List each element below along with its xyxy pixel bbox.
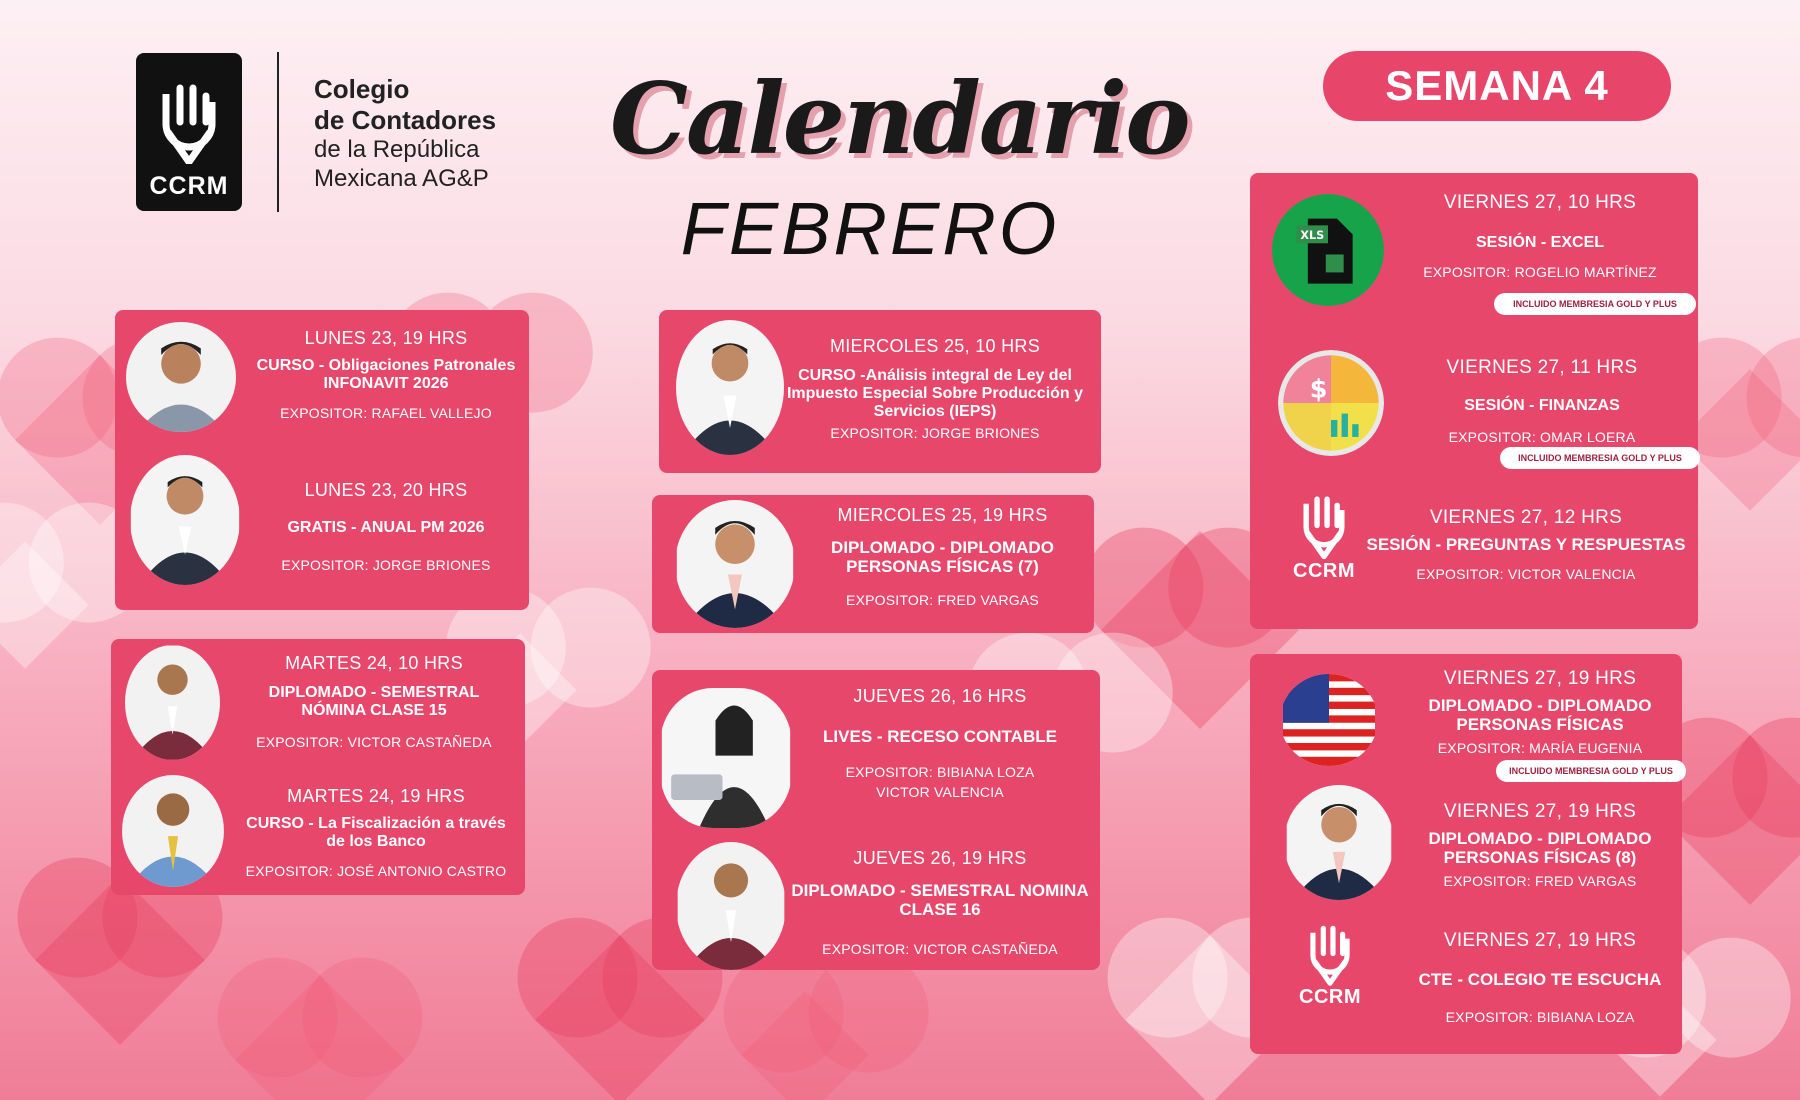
person-avatar-icon bbox=[660, 688, 792, 828]
event-friday-19-c bbox=[1390, 930, 1690, 1025]
event-title: SESIÓN - FINANZAS bbox=[1464, 397, 1620, 414]
event-speaker: EXPOSITOR: VICTOR CASTAÑEDA bbox=[822, 941, 1058, 958]
event-title: CURSO - La Fiscalización a través de los Banco bbox=[246, 815, 506, 850]
membership-badge: INCLUIDO MEMBRESIA GOLD Y PLUS bbox=[1500, 447, 1700, 469]
event-tuesday-19 bbox=[235, 786, 517, 879]
event-friday-19-b bbox=[1390, 801, 1690, 889]
org-line-3: de la República bbox=[314, 136, 480, 164]
event-datetime: VIERNES 27, 19 HRS bbox=[1443, 930, 1637, 951]
usa-flag-icon bbox=[1280, 674, 1378, 766]
event-speaker: EXPOSITOR: FRED VARGAS bbox=[1443, 873, 1637, 890]
event-datetime: VIERNES 27, 19 HRS bbox=[1443, 801, 1637, 822]
event-datetime: MIERCOLES 25, 10 HRS bbox=[829, 336, 1041, 356]
event-speaker: EXPOSITOR: VICTOR VALENCIA bbox=[1416, 566, 1636, 583]
excel-icon bbox=[1272, 194, 1384, 306]
event-title: DIPLOMADO - SEMESTRAL NOMINA CLASE 16 bbox=[791, 881, 1089, 920]
ccrm-mini-logo bbox=[1282, 494, 1366, 583]
page-subtitle: FEBRERO bbox=[680, 187, 1060, 270]
event-speaker: EXPOSITOR: JORGE BRIONES bbox=[281, 556, 491, 573]
ccrm-logo bbox=[136, 53, 242, 211]
page-title: Calendario bbox=[610, 62, 1189, 177]
event-datetime: MARTES 24, 19 HRS bbox=[287, 786, 465, 806]
person-avatar-icon bbox=[1284, 785, 1394, 900]
event-datetime: VIERNES 27, 10 HRS bbox=[1443, 192, 1637, 213]
event-friday-19-a bbox=[1390, 668, 1690, 756]
event-speaker: EXPOSITOR: ROGELIO MARTÍNEZ bbox=[1423, 263, 1657, 280]
event-speaker: EXPOSITOR: JOSÉ ANTONIO CASTRO bbox=[245, 862, 507, 879]
logo-abbreviation: CCRM bbox=[149, 172, 229, 200]
person-avatar-icon bbox=[122, 775, 224, 887]
event-title: CTE - COLEGIO TE ESCUCHA bbox=[1418, 970, 1662, 989]
event-datetime: JUEVES 26, 16 HRS bbox=[853, 686, 1027, 706]
ccrm-mini-logo bbox=[1288, 924, 1372, 1009]
person-avatar-icon bbox=[130, 455, 240, 585]
ccrm-logo-icon bbox=[158, 84, 220, 164]
event-friday-12 bbox=[1358, 507, 1694, 582]
ccrm-logo-icon bbox=[1307, 924, 1353, 986]
event-friday-10 bbox=[1390, 192, 1690, 280]
membership-badge: INCLUIDO MEMBRESIA GOLD Y PLUS bbox=[1494, 293, 1696, 315]
event-datetime: JUEVES 26, 19 HRS bbox=[853, 848, 1027, 868]
event-title: SESIÓN - PREGUNTAS Y RESPUESTAS bbox=[1366, 535, 1686, 554]
event-speaker: EXPOSITOR: JORGE BRIONES bbox=[830, 424, 1040, 441]
event-datetime: LUNES 23, 19 HRS bbox=[304, 328, 468, 348]
event-wednesday-10 bbox=[780, 336, 1090, 441]
event-wednesday-19 bbox=[800, 505, 1085, 608]
org-line-1: Colegio bbox=[314, 74, 410, 104]
event-datetime: VIERNES 27, 19 HRS bbox=[1443, 668, 1637, 689]
event-speaker: EXPOSITOR: VICTOR CASTAÑEDA bbox=[256, 733, 492, 750]
logo-divider bbox=[277, 52, 279, 212]
person-avatar-icon bbox=[676, 842, 786, 970]
excel-label: XLS bbox=[1300, 228, 1325, 242]
week-badge: SEMANA 4 bbox=[1323, 51, 1671, 121]
event-title: SESIÓN - EXCEL bbox=[1475, 234, 1605, 251]
event-speaker: EXPOSITOR: OMAR LOERA bbox=[1448, 428, 1636, 445]
organization-name bbox=[314, 74, 496, 194]
org-line-4: Mexicana AG&P bbox=[314, 165, 489, 193]
finance-icon bbox=[1278, 350, 1384, 456]
org-line-2: de Contadores bbox=[314, 105, 497, 136]
event-speaker: EXPOSITOR: BIBIANA LOZA bbox=[1445, 1009, 1635, 1026]
event-speaker: EXPOSITOR: MARÍA EUGENIA bbox=[1437, 740, 1643, 757]
event-monday-19 bbox=[248, 328, 524, 421]
event-friday-11 bbox=[1392, 357, 1692, 445]
event-title: DIPLOMADO - DIPLOMADO PERSONAS FÍSICAS bbox=[1428, 696, 1652, 735]
finance-label: $ bbox=[1309, 373, 1328, 404]
event-thursday-19 bbox=[790, 848, 1090, 957]
event-datetime: MIERCOLES 25, 19 HRS bbox=[837, 505, 1048, 525]
ccrm-logo-icon bbox=[1300, 494, 1348, 560]
event-title: LIVES - RECESO CONTABLE bbox=[823, 727, 1057, 746]
membership-badge: INCLUIDO MEMBRESIA GOLD Y PLUS bbox=[1496, 760, 1686, 782]
event-title: DIPLOMADO - DIPLOMADO PERSONAS FÍSICAS (7) bbox=[831, 538, 1054, 577]
person-avatar-icon bbox=[125, 645, 220, 760]
logo-abbreviation: CCRM bbox=[1293, 560, 1355, 582]
person-avatar-icon bbox=[675, 500, 795, 628]
event-title: GRATIS - ANUAL PM 2026 bbox=[287, 519, 485, 536]
event-title: CURSO - Obligaciones Patronales INFONAVIT 2026 bbox=[256, 357, 516, 392]
event-thursday-16 bbox=[790, 686, 1090, 800]
person-avatar-icon bbox=[126, 322, 236, 432]
event-speaker: EXPOSITOR: FRED VARGAS bbox=[846, 592, 1039, 609]
event-datetime: LUNES 23, 20 HRS bbox=[304, 480, 468, 500]
event-datetime: VIERNES 27, 11 HRS bbox=[1446, 357, 1638, 378]
logo-abbreviation: CCRM bbox=[1299, 986, 1361, 1008]
event-title: CURSO -Análisis integral de Ley del Impuesto Especial Sobre Producción y Servicios (IEPS) bbox=[786, 367, 1084, 420]
event-title: DIPLOMADO - SEMESTRAL NÓMINA CLASE 15 bbox=[268, 684, 480, 719]
event-datetime: VIERNES 27, 12 HRS bbox=[1429, 507, 1623, 528]
event-title: DIPLOMADO - DIPLOMADO PERSONAS FÍSICAS (8) bbox=[1428, 829, 1652, 868]
event-speaker: EXPOSITOR: BIBIANA LOZA bbox=[845, 764, 1035, 781]
event-speaker: EXPOSITOR: RAFAEL VALLEJO bbox=[280, 404, 492, 421]
event-monday-20 bbox=[248, 480, 524, 573]
event-tuesday-10 bbox=[238, 653, 510, 750]
event-speaker-2: VICTOR VALENCIA bbox=[876, 784, 1004, 801]
person-avatar-icon bbox=[676, 320, 784, 455]
event-datetime: MARTES 24, 10 HRS bbox=[285, 653, 463, 673]
